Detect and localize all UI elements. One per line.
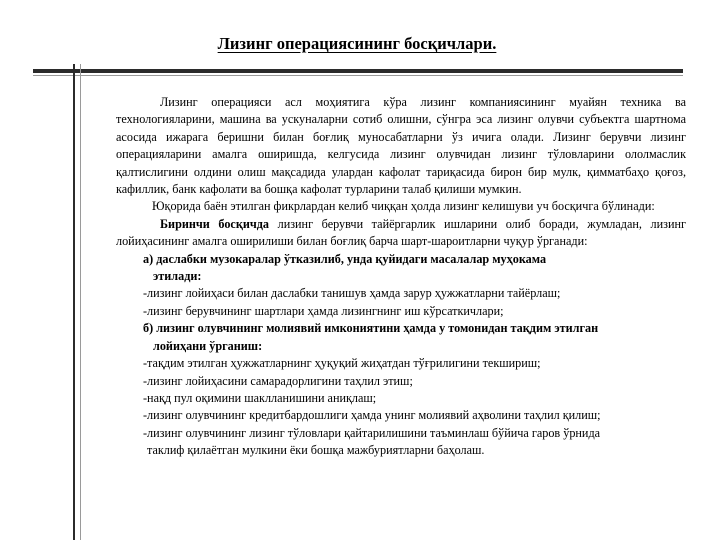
list-item: -лизинг олувчининг кредитбардошлиги ҳамда унинг молиявий аҳволини таҳлил қилиш; [143,408,601,423]
paragraph-intro: Лизинг операцияси асл моҳиятига кўра лизинг компаниясининг муайян техника ва технологияларини, машина ва ускуналарни сотиб олишни, сўнгра эса лизинг олувчи субъектга шартнома асосида ижарага беришни билан боғлиқ муносабатларни ўз ичига олади. Лизинг берувчи лизинг операцияларини амалга оширишда, келгусида лизинг олувчидан лизинг тўловларини ололмаслик қалтислигини олдини олиш мақсадида улардан кафолат тариқасида бирон бир мулк, қимматбаҳо қоғоз, кафиллик, банк кафолати ва бошқа кафолат турларини талаб қилиши мумкин. [116,95,686,197]
first-stage-label: Биринчи босқичда [160,216,270,231]
list-heading-a-cont: этилади: [153,269,202,284]
list-heading-b: б) лизинг олувчининг молиявий имкониятини ҳамда у томонидан тақдим этилган [143,321,599,336]
stage-list [116,251,686,460]
list-item: -лизинг лойиҳасини самарадорлигини таҳлил этиш; [143,373,413,388]
horizontal-rule-thin [33,75,683,76]
horizontal-rule [33,69,683,73]
list-item: -лизинг лойиҳаси билан даслабки танишув ҳамда зарур ҳужжатларни тайёрлаш; [143,286,561,301]
list-heading-a: а) даслабки музокаралар ўтказилиб, унда қуйидаги масалалар муҳокама [143,251,547,266]
list-heading-b-cont: лойиҳани ўрганиш: [153,338,263,353]
vertical-rule [73,64,75,540]
list-item: -нақд пул оқимини шаклланишини аниқлаш; [143,390,377,405]
vertical-rule-thin [80,64,81,540]
list-item: -тақдим этилган ҳужжатларнинг ҳуқуқий жиҳатдан тўғрилигини текшириш; [143,356,541,371]
list-item: -лизинг берувчининг шартлари ҳамда лизингнинг иш кўрсаткичлари; [143,303,504,318]
list-item: -лизинг олувчининг лизинг тўловлари қайтарилишини таъминлаш бўйича гаров ўрнида [143,425,601,440]
list-item-cont: таклиф қилаётган мулкини ёки бошқа мажбуриятларни баҳолаш. [147,443,485,458]
paragraph-first-stage [116,216,686,251]
document-body [116,94,686,460]
first-stage-text: лизинг берувчи тайёргарлик ишларини олиб боради, жумладан, лизинг лойиҳасининг амалга оширилиши билан боғлиқ барча шарт-шароитларни чуқур ўрганади: [116,216,686,249]
page-title: Лизинг операциясининг босқичлари. [217,34,497,53]
paragraph-stages: Юқорида баён этилган фикрлардан келиб чиққан ҳолда лизинг келишуви уч босқичга бўлинади: [152,199,655,214]
